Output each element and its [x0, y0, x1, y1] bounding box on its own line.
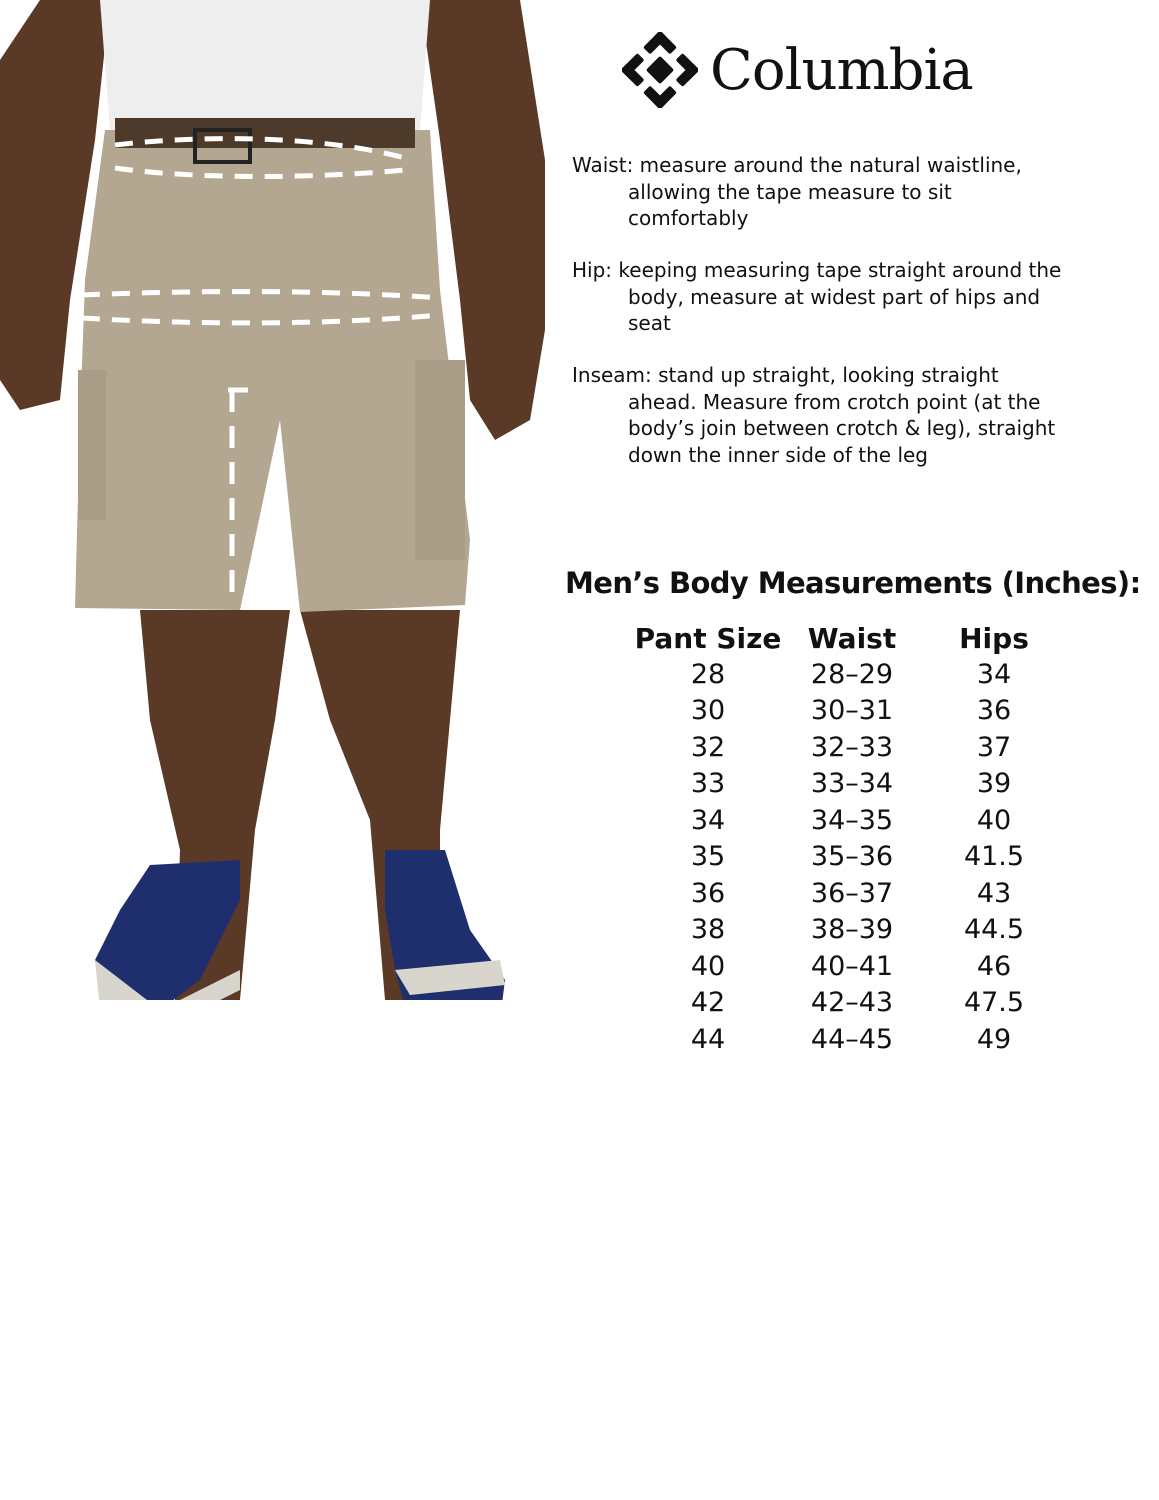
hip-term: Hip:: [572, 258, 613, 282]
waist-cell: 36–37: [810, 877, 894, 909]
hips-cell: 47.5: [963, 987, 1025, 1019]
table-header-row: [620, 620, 1080, 656]
waist-cell: 40–41: [810, 950, 894, 982]
table-row: [620, 766, 1080, 803]
table-row: [620, 729, 1080, 766]
waist-cell: 44–45: [810, 1023, 894, 1055]
hips-cell: 41.5: [963, 841, 1025, 873]
hips-cell: 40: [976, 804, 1012, 836]
shorts: [75, 130, 470, 612]
inseam-line-2: ahead. Measure from crotch point (at the: [628, 389, 1041, 414]
header-waist: Waist: [807, 621, 897, 655]
hips-cell: 34: [976, 658, 1012, 690]
table-row: [620, 1021, 1080, 1058]
table-body: [620, 656, 1080, 1058]
hips-cell: 39: [976, 768, 1012, 800]
table-row: [620, 985, 1080, 1022]
pant-size-cell: 32: [690, 731, 726, 763]
waist-line-1: measure around the natural waistline,: [639, 153, 1022, 177]
pant-size-cell: 38: [690, 914, 726, 946]
header-pant-size: Pant Size: [634, 621, 782, 655]
hip-line-3: seat: [628, 311, 671, 335]
person-shorts-icon: [0, 0, 545, 1000]
waist-line-2: allowing the tape measure to sit: [628, 179, 952, 204]
waist-cell: 28–29: [810, 658, 894, 690]
inseam-instruction: [572, 362, 1132, 468]
brand-logo: [622, 30, 973, 110]
brand-name: Columbia: [710, 37, 973, 103]
table-row: [620, 802, 1080, 839]
hip-instruction: [572, 257, 1132, 337]
hips-cell: 44.5: [963, 914, 1025, 946]
pant-size-cell: 28: [690, 658, 726, 690]
waist-cell: 32–33: [810, 731, 894, 763]
table-row: [620, 693, 1080, 730]
hip-line-2: body, measure at widest part of hips and: [628, 284, 1041, 309]
hips-cell: 37: [976, 731, 1012, 763]
waist-cell: 38–39: [810, 914, 894, 946]
hips-cell: 43: [976, 877, 1012, 909]
inseam-line-1: stand up straight, looking straight: [658, 363, 999, 387]
hips-cell: 36: [976, 695, 1012, 727]
cargo-pocket-right: [415, 360, 465, 560]
waist-cell: 33–34: [810, 768, 894, 800]
table-row: [620, 839, 1080, 876]
inseam-line-4: down the inner side of the leg: [628, 442, 928, 467]
columbia-diamond-icon: [622, 32, 698, 108]
inseam-term: Inseam:: [572, 363, 652, 387]
table-row: [620, 948, 1080, 985]
waist-instruction: [572, 152, 1132, 232]
table-row: [620, 875, 1080, 912]
pant-size-cell: 44: [690, 1023, 726, 1055]
pant-size-cell: 36: [690, 877, 726, 909]
pant-size-cell: 42: [690, 987, 726, 1019]
pant-size-cell: 30: [690, 695, 726, 727]
pant-size-cell: 33: [690, 768, 726, 800]
table-title: Men’s Body Measurements (Inches):: [565, 566, 1141, 600]
table-row: [620, 656, 1080, 693]
waist-cell: 30–31: [810, 695, 894, 727]
cargo-pocket-left: [78, 370, 106, 520]
waist-cell: 35–36: [810, 841, 894, 873]
hips-cell: 46: [976, 950, 1012, 982]
hip-line-1: keeping measuring tape straight around the: [618, 258, 1062, 282]
waist-term: Waist:: [572, 153, 634, 177]
pant-size-cell: 35: [690, 841, 726, 873]
hips-cell: 49: [976, 1023, 1012, 1055]
waist-cell: 34–35: [810, 804, 894, 836]
waist-cell: 42–43: [810, 987, 894, 1019]
shirt: [100, 0, 430, 130]
model-figure: [0, 0, 560, 1000]
pant-size-cell: 40: [690, 950, 726, 982]
belt: [115, 118, 415, 148]
pant-size-cell: 34: [690, 804, 726, 836]
table-row: [620, 912, 1080, 949]
header-hips: Hips: [959, 621, 1029, 655]
inseam-line-3: body’s join between crotch & leg), straight: [628, 416, 1056, 440]
size-table: [620, 620, 1080, 1058]
waist-line-3: comfortably: [628, 206, 749, 230]
